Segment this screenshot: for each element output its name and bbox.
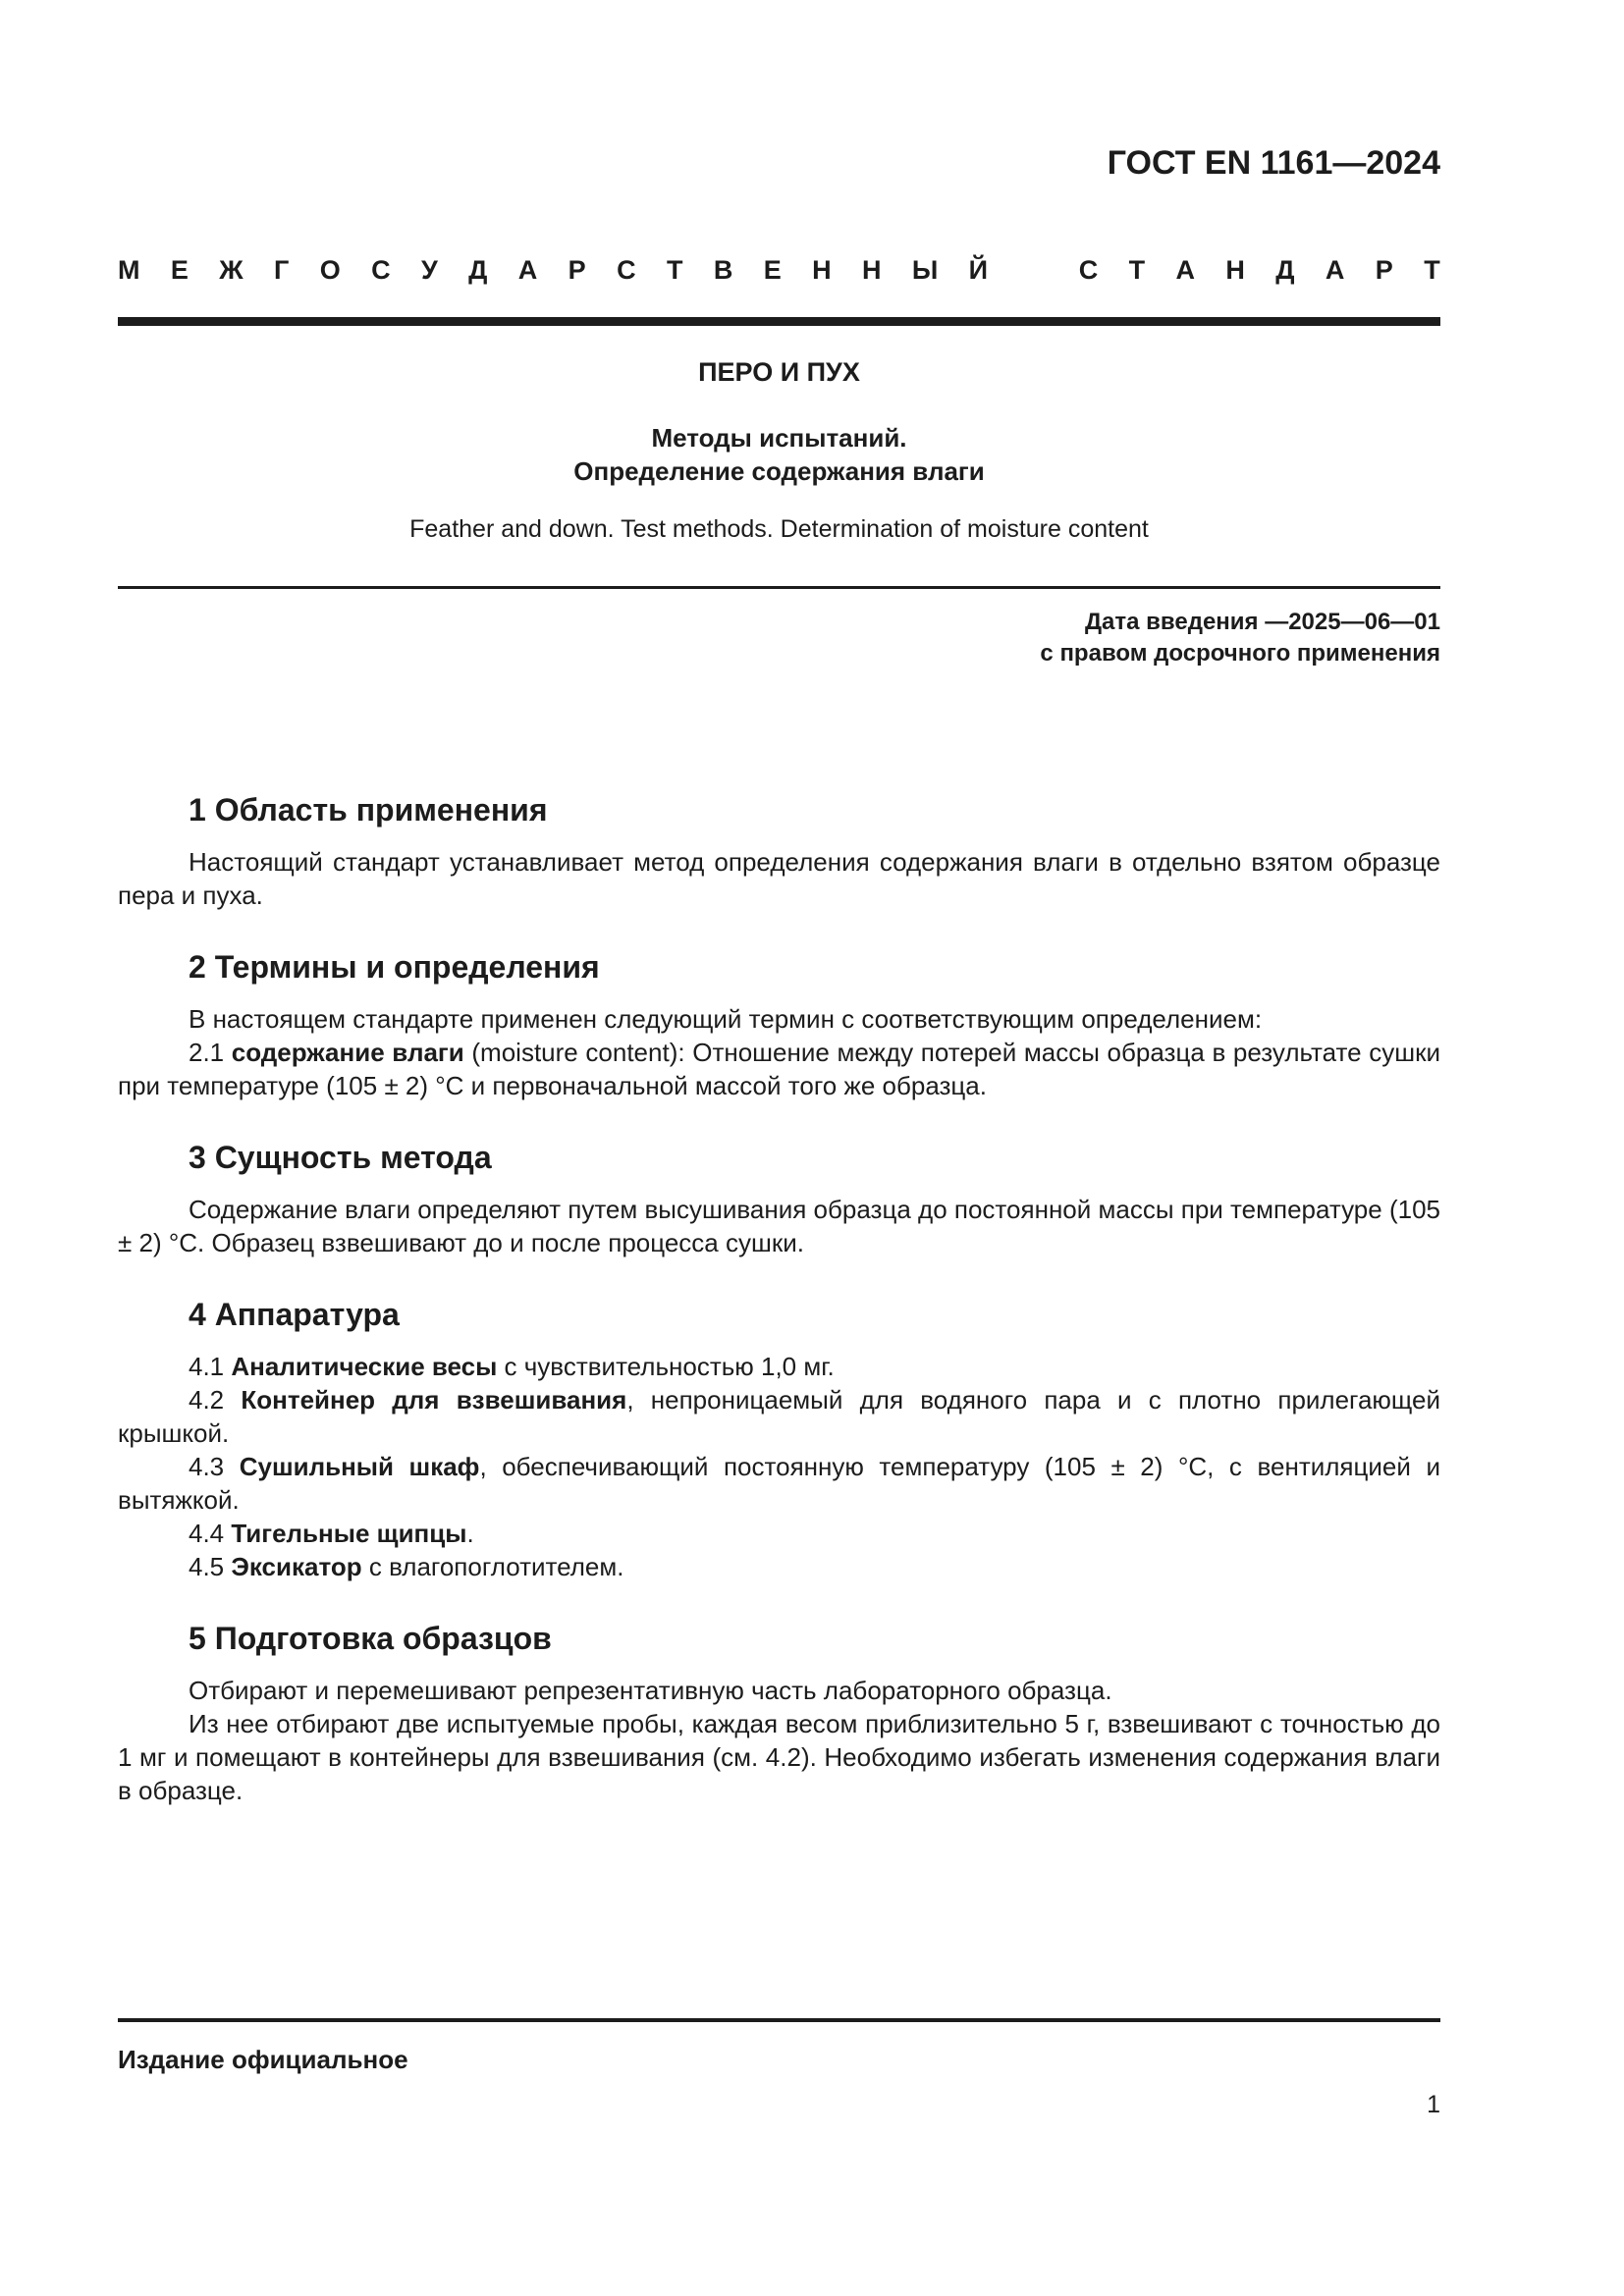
text-run: 2.1: [189, 1038, 232, 1067]
term-bold: Эксикатор: [231, 1552, 362, 1581]
banner-letter: Н: [861, 255, 882, 285]
english-title: Feather and down. Test methods. Determination of moisture content: [409, 515, 1149, 543]
text-run: , непроницаемый для водяного пара и с плотно прилегающей крышкой.: [118, 1385, 1441, 1448]
banner-letter: Е: [763, 255, 782, 285]
text-run: с чувствительностью 1,0 мг.: [497, 1352, 835, 1381]
subtitle-line-1: Методы испытаний.: [651, 423, 907, 453]
section-heading: 3 Сущность метода: [189, 1140, 492, 1175]
section-heading: 2 Термины и определения: [189, 949, 600, 985]
paragraph: [118, 1707, 1440, 1807]
section-heading: 1 Область применения: [189, 792, 548, 828]
banner-letter: А: [517, 255, 538, 285]
text-run: Из нее отбирают две испытуемые пробы, каждая весом приблизительно 5 г, взвешивают с точностью до 1 мг и помещают в контейнеры для взвешивания (см. 4.2). Необходимо избегать изменения содержания влаги в образце.: [118, 1709, 1440, 1805]
banner-letter: Г: [274, 255, 290, 285]
paragraph: [118, 1674, 1440, 1707]
section-heading: 5 Подготовка образцов: [189, 1621, 552, 1656]
text-run: Настоящий стандарт устанавливает метод определения содержания влаги в отдельно взятом образце пера и пуха.: [118, 847, 1440, 910]
text-run: Отбирают и перемешивают репрезентативную часть лабораторного образца.: [189, 1676, 1112, 1705]
banner-letter: Е: [170, 255, 189, 285]
term-bold: Сушильный шкаф: [239, 1452, 480, 1481]
banner-letter: С: [371, 255, 391, 285]
banner-letter: Н: [812, 255, 832, 285]
banner-letter: В: [713, 255, 733, 285]
text-run: 4.4: [189, 1519, 232, 1548]
paragraph: [118, 1550, 1440, 1583]
banner-letter: Й: [968, 255, 989, 285]
paragraph: [118, 1036, 1440, 1102]
early-application-note: с правом досрочного применения: [1040, 640, 1440, 667]
section: [118, 947, 1440, 1102]
title-rule: [118, 586, 1440, 589]
paragraph: [118, 1383, 1440, 1450]
paragraph: [118, 1517, 1440, 1550]
paragraph: [118, 845, 1440, 912]
text-run: 4.2: [189, 1385, 242, 1415]
text-run: 4.5: [189, 1552, 232, 1581]
banner-letter: А: [1175, 255, 1196, 285]
banner-letter: М: [118, 255, 140, 285]
banner-letter: У: [421, 255, 438, 285]
term-bold: Аналитические весы: [231, 1352, 498, 1381]
paragraph: [118, 1450, 1440, 1517]
text-run: с влагопоглотителем.: [361, 1552, 624, 1581]
banner-letter: Ж: [219, 255, 244, 285]
section-heading: 4 Аппаратура: [189, 1297, 400, 1332]
banner-letter: С: [1078, 255, 1099, 285]
section: [118, 1138, 1440, 1259]
banner-letter: Р: [1375, 255, 1393, 285]
text-run: 4.1: [189, 1352, 232, 1381]
banner-letter: Т: [1128, 255, 1146, 285]
banner-word-gap: [1018, 253, 1048, 287]
document-body: [118, 790, 1440, 1842]
text-run: (moisture content): Отношение между потерей массы образца в результате сушки при температуре (105 ± 2) °С и первоначальной массой того же образца.: [118, 1038, 1441, 1100]
text-run: В настоящем стандарте применен следующий термин с соответствующим определением:: [189, 1004, 1263, 1034]
document-title: ПЕРО И ПУХ: [698, 357, 860, 387]
text-run: Содержание влаги определяют путем высушивания образца до постоянной массы при температуре (105 ± 2) °С. Образец взвешивают до и после процесса сушки.: [118, 1195, 1440, 1257]
banner-letter: Д: [1275, 255, 1295, 285]
term-bold: Тигельные щипцы: [231, 1519, 467, 1548]
header-rule: [118, 317, 1440, 326]
banner-letter: Н: [1225, 255, 1245, 285]
term-bold: Контейнер для взвешивания: [241, 1385, 627, 1415]
document-number: ГОСТ EN 1161—2024: [1107, 144, 1440, 182]
banner-letter: Ы: [911, 255, 939, 285]
paragraph: [118, 1350, 1440, 1383]
edition-label: Издание официальное: [118, 2045, 408, 2074]
banner-letter: О: [319, 255, 341, 285]
document-subtitle: [118, 421, 1440, 488]
paragraph: [118, 1193, 1440, 1259]
introduction-date: Дата введения —2025—06—01: [1084, 609, 1440, 635]
introduction-date-block: [1040, 607, 1440, 669]
page-number: 1: [1427, 2091, 1440, 2118]
text-run: 4.3: [189, 1452, 240, 1481]
banner-letter: С: [617, 255, 636, 285]
banner-letter: А: [1325, 255, 1345, 285]
paragraph: [118, 1002, 1440, 1036]
section: [118, 1295, 1440, 1583]
section: [118, 1619, 1440, 1807]
standard-type-banner: [118, 253, 1440, 287]
subtitle-line-2: Определение содержания влаги: [573, 456, 985, 486]
banner-letter: Т: [666, 255, 683, 285]
banner-letter: Р: [568, 255, 586, 285]
banner-letter: Д: [468, 255, 488, 285]
footer-rule: [118, 2018, 1440, 2022]
section: [118, 790, 1440, 912]
term-bold: содержание влаги: [231, 1038, 464, 1067]
text-run: .: [466, 1519, 474, 1548]
banner-letter: Т: [1424, 255, 1440, 285]
text-run: , обеспечивающий постоянную температуру (105 ± 2) °С, с вентиляцией и вытяжкой.: [118, 1452, 1440, 1515]
